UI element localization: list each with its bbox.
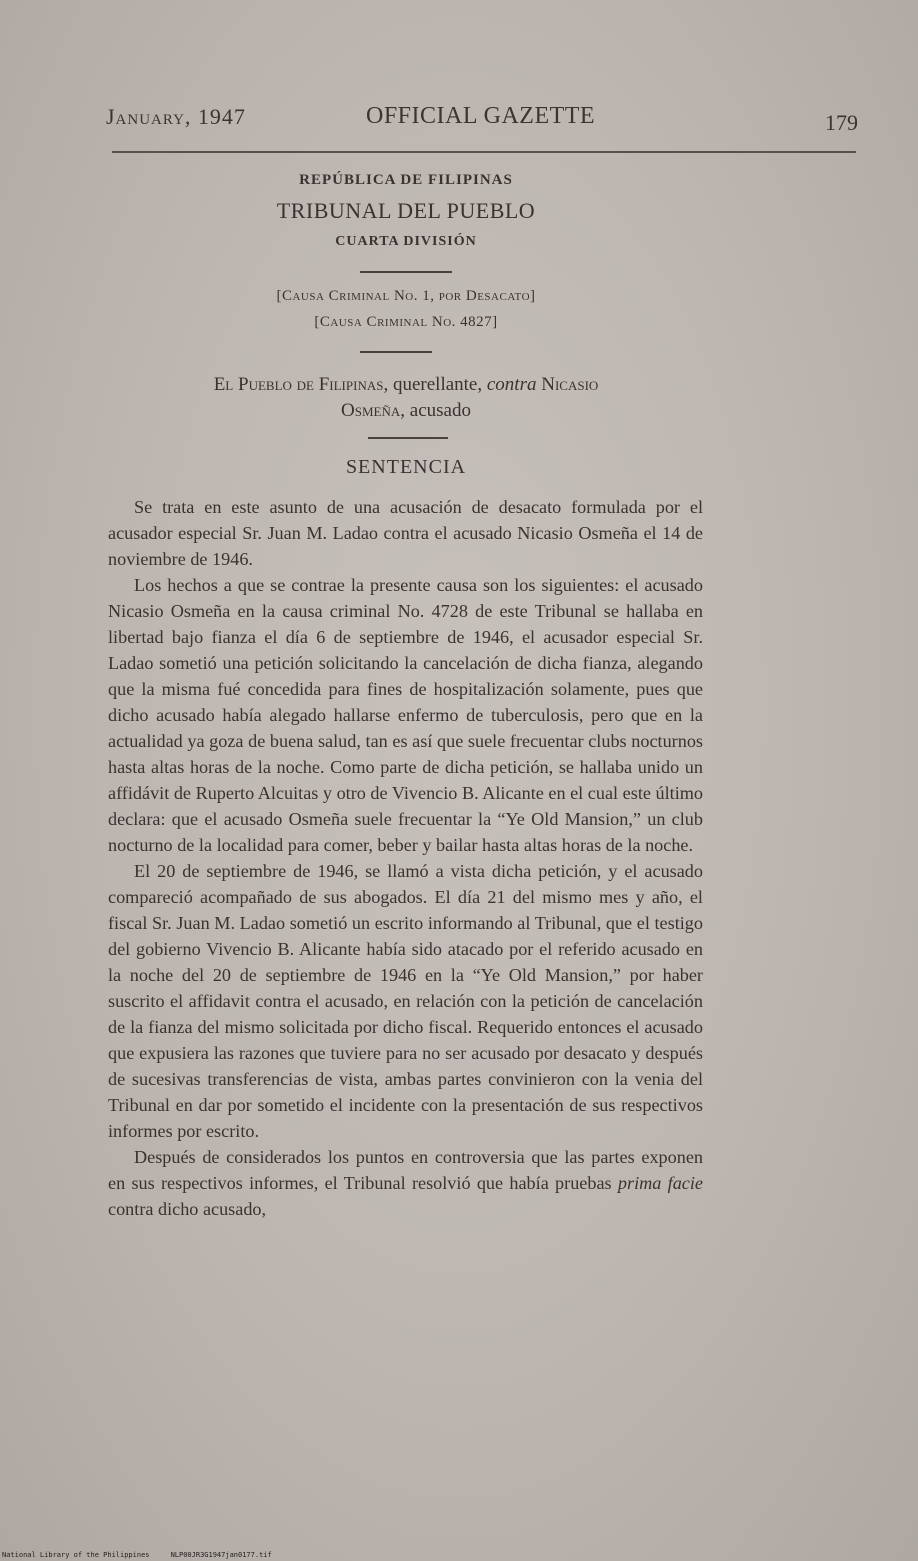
issue-date: January, 1947 xyxy=(106,104,246,129)
scan-footer: National Library of the Philippines NLP00JR3G1947jan0177.tif xyxy=(2,1551,272,1559)
defendant-role: , acusado xyxy=(400,400,471,421)
publication-title: OFFICIAL GAZETTE xyxy=(366,103,596,129)
paragraph: El 20 de septiembre de 1946, se llamó a vista dicha petición, y el acusado compareció acompañado de sus abogados. El día 21 del mismo mes y año, el fiscal Sr. Juan M. Ladao sometió un escrito informando al Tribunal, que el testigo del gobierno Vivencio B. Alicante había sido atacado por el referido acusado en la noche del 20 de septiembre de 1946 en la “Ye Old Mansion,” por haber suscrito el affidavit contra el acusado, en relación con la petición de cancelación de la fianza del mismo solicitada por dicho fiscal. Requerido entonces el acusado que expusiera las razones que tuviere para no ser acusado por desacato y después de sucesivas transferencias de vista, ambas partes convinieron con la venia del Tribunal en dar por sometido el incidente con la presentación de sus respectivos informes por escrito. xyxy=(108,861,703,1141)
plaintiff-role: , querellante, xyxy=(383,374,487,395)
defendant-first-name: Nicasio xyxy=(536,374,599,395)
body-text xyxy=(108,494,703,1222)
plaintiff-name: El Pueblo de Filipinas xyxy=(213,374,384,395)
running-header xyxy=(106,100,858,140)
paragraph xyxy=(108,1144,703,1222)
paragraph: Se trata en este asunto de una acusación de desacato formulada por el acusador especial Sr. Juan M. Ladao contra el acusado Nicasio Osmeña el 14 de noviembre de 1946. xyxy=(108,497,703,569)
page-number: 179 xyxy=(825,110,858,135)
divider-rule xyxy=(360,351,432,353)
latin-phrase: prima facie xyxy=(617,1173,703,1193)
section-title: SENTENCIA xyxy=(345,456,467,478)
divider-rule xyxy=(360,271,452,273)
division-heading: CUARTA DIVISIÓN xyxy=(335,234,477,249)
paragraph-text: contra dicho acusado, xyxy=(108,1199,267,1219)
case-number-1: [Causa Criminal No. 1, por Desacato] xyxy=(276,288,536,304)
divider-rule xyxy=(368,437,448,439)
paragraph: Los hechos a que se contrae la presente causa son los siguientes: el acusado Nicasio Osmeña en la causa criminal No. 4728 de este Tribunal se hallaba en libertad bajo fianza el día 6 de septiembre de 1946, el acusador especial Sr. Ladao sometió una petición solicitando la cancelación de dicha fianza, alegando que la misma fué concedida para fines de hospitalización solamente, pues que dicho acusado había alegado hallarse enfermo de tuberculosis, pero que en la actualidad ya goza de buena salud, tan es así que suele frecuentar clubs nocturnos hasta altas horas de la noche. Como parte de dicha petición, se hallaba unido un affidávit de Ruperto Alcuitas y otro de Vivencio B. Alicante en el cual este último declara: que el acusado Osmeña suele frecuentar la “Ye Old Mansion,” un club nocturno de la localidad para comer, beber y bailar hasta altas horas de la noche. xyxy=(108,575,703,855)
paragraph-text: Después de considerados los puntos en controversia que las partes exponen en sus respectivos informes, el Tribunal resolvió que había pruebas xyxy=(108,1147,703,1193)
case-parties xyxy=(106,372,706,424)
header-rule xyxy=(112,151,856,153)
republic-heading: REPÚBLICA DE FILIPINAS xyxy=(299,172,513,188)
tribunal-heading: TRIBUNAL DEL PUEBLO xyxy=(276,198,536,223)
versus-word: contra xyxy=(486,374,537,395)
case-number-2: [Causa Criminal No. 4827] xyxy=(314,314,498,330)
defendant-last-name: Osmeña xyxy=(341,400,401,421)
